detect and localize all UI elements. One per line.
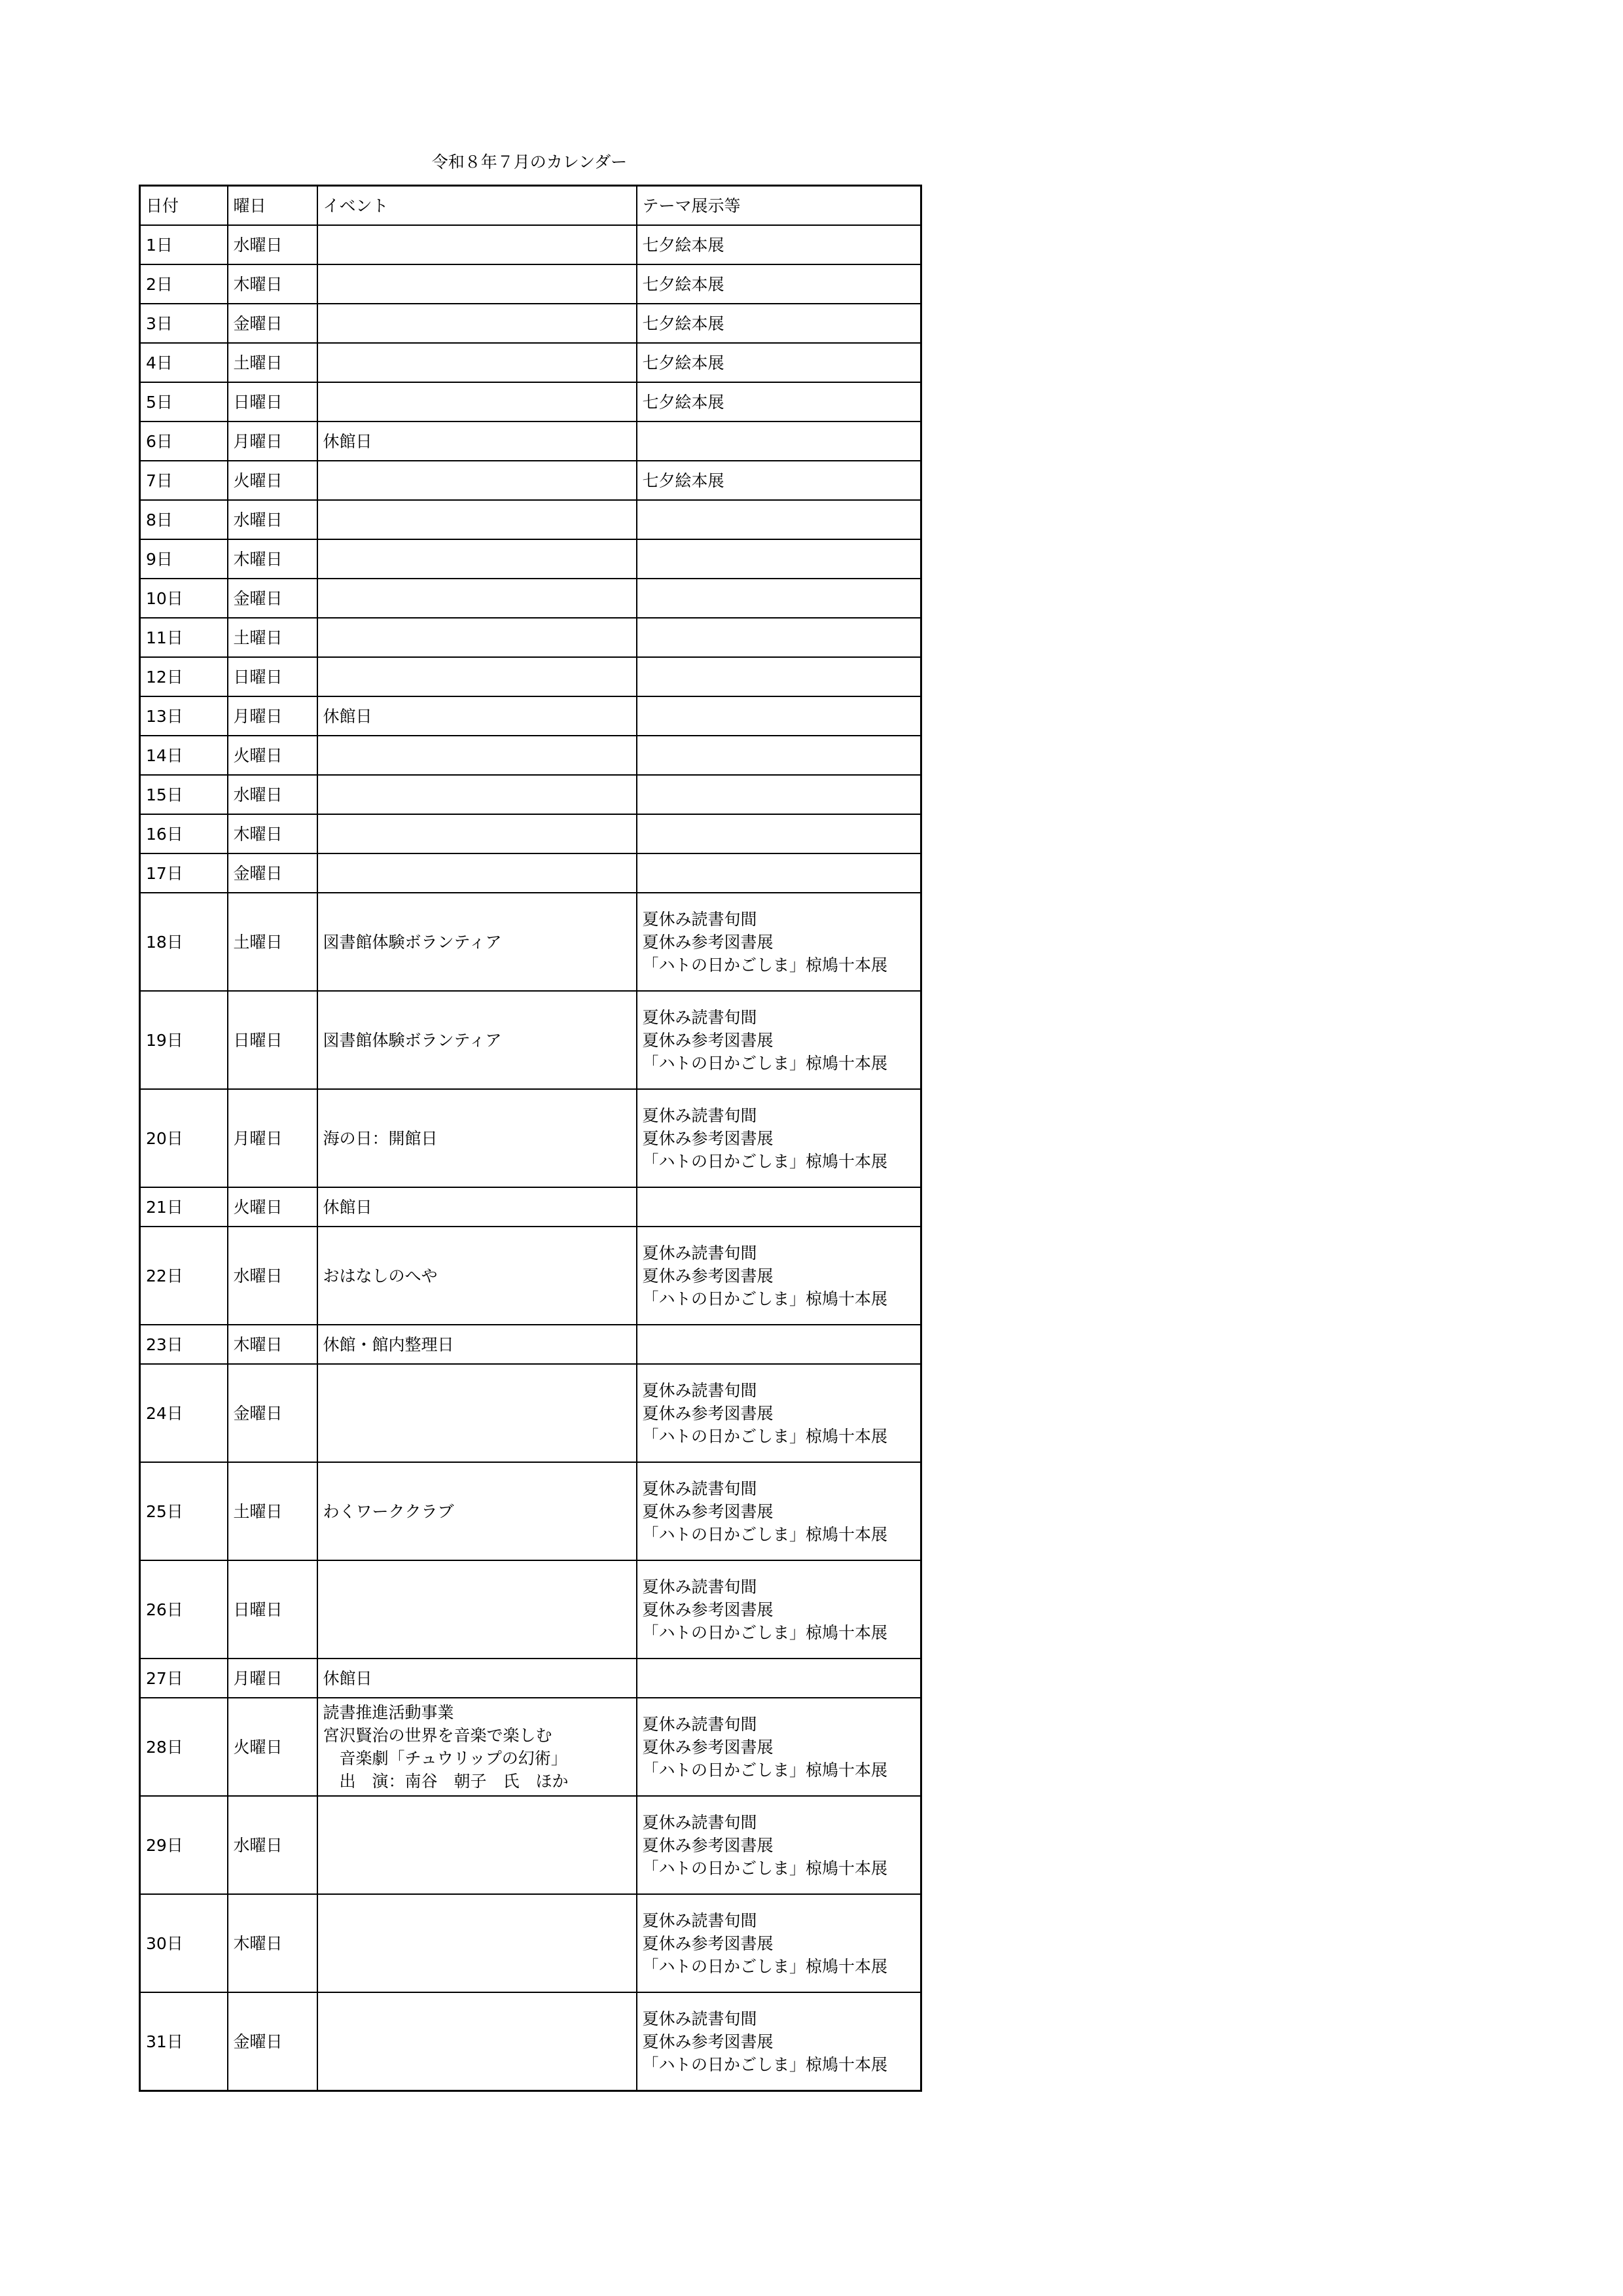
theme-line: 「ハトの日かごしま」椋鳩十本展 <box>642 1289 888 1308</box>
table-row <box>140 579 921 618</box>
event-cell <box>317 1325 637 1364</box>
event-line: 休館日 <box>323 431 372 451</box>
theme-line: 「ハトの日かごしま」椋鳩十本展 <box>642 1151 888 1171</box>
theme-line: 「ハトの日かごしま」椋鳩十本展 <box>642 1623 888 1642</box>
date-cell: 28日 <box>140 1698 228 1796</box>
weekday-cell: 土曜日 <box>228 618 317 657</box>
theme-cell <box>637 991 921 1089</box>
date-cell: 12日 <box>140 657 228 696</box>
weekday-cell: 水曜日 <box>228 1796 317 1894</box>
event-cell <box>317 304 637 343</box>
event-cell <box>317 1698 637 1796</box>
table-row <box>140 1227 921 1325</box>
theme-line: 夏休み読書旬間 <box>642 1007 757 1027</box>
weekday-cell: 月曜日 <box>228 1659 317 1698</box>
event-cell <box>317 1462 637 1560</box>
event-line: 図書館体験ボランティア <box>323 1030 502 1050</box>
date-cell: 22日 <box>140 1227 228 1325</box>
weekday-cell: 日曜日 <box>228 1560 317 1659</box>
table-row <box>140 539 921 579</box>
theme-cell <box>637 736 921 775</box>
theme-cell <box>637 1325 921 1364</box>
theme-line: 「ハトの日かごしま」椋鳩十本展 <box>642 2054 888 2074</box>
event-cell <box>317 1659 637 1698</box>
theme-line: 夏休み読書旬間 <box>642 1479 757 1498</box>
table-row <box>140 500 921 539</box>
calendar-body <box>140 186 921 2091</box>
weekday-cell: 月曜日 <box>228 1089 317 1187</box>
date-cell: 25日 <box>140 1462 228 1560</box>
event-cell <box>317 1796 637 1894</box>
theme-line: 夏休み参考図書展 <box>642 2032 774 2051</box>
theme-line: 七夕絵本展 <box>642 314 724 333</box>
weekday-cell: 木曜日 <box>228 1325 317 1364</box>
theme-line: 夏休み読書旬間 <box>642 2009 757 2028</box>
theme-line: 夏休み読書旬間 <box>642 1812 757 1832</box>
theme-line: 夏休み参考図書展 <box>642 1737 774 1757</box>
table-row <box>140 1089 921 1187</box>
theme-line: 夏休み参考図書展 <box>642 1501 774 1521</box>
weekday-cell: 土曜日 <box>228 343 317 382</box>
theme-cell <box>637 893 921 991</box>
weekday-cell: 金曜日 <box>228 579 317 618</box>
date-cell: 27日 <box>140 1659 228 1698</box>
table-row <box>140 696 921 736</box>
weekday-cell: 水曜日 <box>228 775 317 814</box>
date-cell: 8日 <box>140 500 228 539</box>
table-row <box>140 304 921 343</box>
table-row <box>140 991 921 1089</box>
header-weekday: 曜日 <box>228 186 317 226</box>
weekday-cell: 金曜日 <box>228 304 317 343</box>
event-cell <box>317 1187 637 1227</box>
date-cell: 19日 <box>140 991 228 1089</box>
event-line: 休館・館内整理日 <box>323 1335 454 1354</box>
weekday-cell: 土曜日 <box>228 1462 317 1560</box>
theme-line: 夏休み参考図書展 <box>642 1030 774 1050</box>
weekday-cell: 水曜日 <box>228 225 317 264</box>
theme-line: 「ハトの日かごしま」椋鳩十本展 <box>642 1524 888 1544</box>
weekday-cell: 月曜日 <box>228 696 317 736</box>
weekday-cell: 木曜日 <box>228 539 317 579</box>
theme-line: 七夕絵本展 <box>642 235 724 255</box>
event-line: 読書推進活動事業 <box>323 1703 454 1722</box>
event-cell <box>317 696 637 736</box>
event-cell <box>317 1364 637 1462</box>
weekday-cell: 金曜日 <box>228 1992 317 2091</box>
theme-line: 「ハトの日かごしま」椋鳩十本展 <box>642 1858 888 1878</box>
date-cell: 3日 <box>140 304 228 343</box>
header-event: イベント <box>317 186 637 226</box>
theme-cell <box>637 343 921 382</box>
theme-line: 七夕絵本展 <box>642 353 724 372</box>
date-cell: 13日 <box>140 696 228 736</box>
date-cell: 16日 <box>140 814 228 853</box>
event-cell <box>317 853 637 893</box>
weekday-cell: 木曜日 <box>228 1894 317 1992</box>
date-cell: 24日 <box>140 1364 228 1462</box>
theme-line: 夏休み参考図書展 <box>642 932 774 952</box>
theme-cell <box>637 696 921 736</box>
theme-line: 「ハトの日かごしま」椋鳩十本展 <box>642 1760 888 1780</box>
event-cell <box>317 991 637 1089</box>
table-row <box>140 1560 921 1659</box>
event-cell <box>317 814 637 853</box>
event-line: 出 演：南谷 朝子 氏 ほか <box>323 1772 569 1791</box>
event-line: 図書館体験ボランティア <box>323 932 502 952</box>
theme-cell <box>637 264 921 304</box>
theme-cell <box>637 539 921 579</box>
date-cell: 17日 <box>140 853 228 893</box>
weekday-cell: 金曜日 <box>228 853 317 893</box>
theme-cell <box>637 657 921 696</box>
date-cell: 4日 <box>140 343 228 382</box>
event-cell <box>317 893 637 991</box>
theme-line: 夏休み参考図書展 <box>642 1403 774 1423</box>
theme-line: 夏休み参考図書展 <box>642 1128 774 1148</box>
weekday-cell: 月曜日 <box>228 422 317 461</box>
weekday-cell: 水曜日 <box>228 1227 317 1325</box>
date-cell: 1日 <box>140 225 228 264</box>
table-row <box>140 1796 921 1894</box>
event-cell <box>317 657 637 696</box>
weekday-cell: 火曜日 <box>228 461 317 500</box>
table-row <box>140 853 921 893</box>
theme-line: 夏休み読書旬間 <box>642 1910 757 1930</box>
theme-cell <box>637 1659 921 1698</box>
weekday-cell: 火曜日 <box>228 1698 317 1796</box>
theme-cell <box>637 1560 921 1659</box>
theme-cell <box>637 1992 921 2091</box>
event-cell <box>317 1894 637 1992</box>
theme-line: 「ハトの日かごしま」椋鳩十本展 <box>642 1053 888 1073</box>
event-cell <box>317 1992 637 2091</box>
theme-line: 夏休み読書旬間 <box>642 1105 757 1125</box>
theme-cell <box>637 814 921 853</box>
table-row <box>140 1462 921 1560</box>
theme-line: 夏休み読書旬間 <box>642 909 757 929</box>
table-row <box>140 382 921 422</box>
event-line: わくワーククラブ <box>323 1501 454 1521</box>
table-row <box>140 736 921 775</box>
table-row <box>140 1698 921 1796</box>
event-cell <box>317 1089 637 1187</box>
theme-cell <box>637 422 921 461</box>
event-line: 休館日 <box>323 1197 372 1217</box>
theme-line: 夏休み参考図書展 <box>642 1933 774 1953</box>
table-row <box>140 1992 921 2091</box>
theme-line: 夏休み参考図書展 <box>642 1266 774 1285</box>
event-line: おはなしのへや <box>323 1266 438 1285</box>
theme-cell <box>637 461 921 500</box>
event-cell <box>317 539 637 579</box>
event-cell <box>317 618 637 657</box>
event-cell <box>317 343 637 382</box>
table-row <box>140 343 921 382</box>
theme-line: 「ハトの日かごしま」椋鳩十本展 <box>642 1956 888 1976</box>
theme-cell <box>637 853 921 893</box>
table-row <box>140 422 921 461</box>
event-cell <box>317 500 637 539</box>
table-row <box>140 657 921 696</box>
weekday-cell: 木曜日 <box>228 814 317 853</box>
theme-cell <box>637 1227 921 1325</box>
table-row <box>140 1364 921 1462</box>
theme-cell <box>637 618 921 657</box>
weekday-cell: 日曜日 <box>228 657 317 696</box>
theme-line: 夏休み読書旬間 <box>642 1577 757 1596</box>
table-row <box>140 225 921 264</box>
date-cell: 23日 <box>140 1325 228 1364</box>
event-cell <box>317 264 637 304</box>
event-cell <box>317 1560 637 1659</box>
theme-cell <box>637 1894 921 1992</box>
date-cell: 11日 <box>140 618 228 657</box>
theme-cell <box>637 1462 921 1560</box>
theme-cell <box>637 1698 921 1796</box>
table-row <box>140 775 921 814</box>
event-cell <box>317 225 637 264</box>
weekday-cell: 日曜日 <box>228 991 317 1089</box>
date-cell: 7日 <box>140 461 228 500</box>
weekday-cell: 火曜日 <box>228 1187 317 1227</box>
theme-cell <box>637 1089 921 1187</box>
theme-cell <box>637 1187 921 1227</box>
event-line: 宮沢賢治の世界を音楽で楽しむ <box>323 1726 552 1745</box>
date-cell: 21日 <box>140 1187 228 1227</box>
theme-line: 「ハトの日かごしま」椋鳩十本展 <box>642 955 888 975</box>
table-row <box>140 1187 921 1227</box>
weekday-cell: 木曜日 <box>228 264 317 304</box>
header-theme: テーマ展示等 <box>637 186 921 226</box>
event-cell <box>317 382 637 422</box>
date-cell: 9日 <box>140 539 228 579</box>
theme-cell <box>637 304 921 343</box>
theme-line: 夏休み読書旬間 <box>642 1380 757 1400</box>
theme-cell <box>637 775 921 814</box>
theme-cell <box>637 225 921 264</box>
date-cell: 15日 <box>140 775 228 814</box>
date-cell: 14日 <box>140 736 228 775</box>
event-cell <box>317 736 637 775</box>
weekday-cell: 日曜日 <box>228 382 317 422</box>
weekday-cell: 土曜日 <box>228 893 317 991</box>
calendar-table <box>139 185 922 2092</box>
theme-line: 七夕絵本展 <box>642 274 724 294</box>
header-date: 日付 <box>140 186 228 226</box>
event-line: 音楽劇「チュウリップの幻術」 <box>323 1749 567 1768</box>
theme-line: 夏休み読書旬間 <box>642 1243 757 1263</box>
weekday-cell: 火曜日 <box>228 736 317 775</box>
weekday-cell: 金曜日 <box>228 1364 317 1462</box>
theme-cell <box>637 500 921 539</box>
table-row <box>140 461 921 500</box>
date-cell: 5日 <box>140 382 228 422</box>
date-cell: 6日 <box>140 422 228 461</box>
table-row <box>140 814 921 853</box>
date-cell: 20日 <box>140 1089 228 1187</box>
event-cell <box>317 422 637 461</box>
date-cell: 30日 <box>140 1894 228 1992</box>
event-cell <box>317 579 637 618</box>
date-cell: 18日 <box>140 893 228 991</box>
event-cell <box>317 1227 637 1325</box>
theme-cell <box>637 1796 921 1894</box>
theme-cell <box>637 1364 921 1462</box>
table-row <box>140 264 921 304</box>
date-cell: 31日 <box>140 1992 228 2091</box>
theme-cell <box>637 382 921 422</box>
theme-line: 夏休み参考図書展 <box>642 1835 774 1855</box>
event-cell <box>317 775 637 814</box>
theme-line: 七夕絵本展 <box>642 471 724 490</box>
date-cell: 29日 <box>140 1796 228 1894</box>
date-cell: 26日 <box>140 1560 228 1659</box>
table-row <box>140 1659 921 1698</box>
table-row <box>140 618 921 657</box>
theme-line: 夏休み参考図書展 <box>642 1600 774 1619</box>
event-line: 海の日：開館日 <box>323 1128 438 1148</box>
date-cell: 10日 <box>140 579 228 618</box>
table-row <box>140 1325 921 1364</box>
date-cell: 2日 <box>140 264 228 304</box>
theme-line: 「ハトの日かごしま」椋鳩十本展 <box>642 1426 888 1446</box>
weekday-cell: 水曜日 <box>228 500 317 539</box>
page-title: 令和８年７月のカレンダー <box>431 152 628 171</box>
table-row <box>140 893 921 991</box>
event-line: 休館日 <box>323 706 372 726</box>
theme-line: 夏休み読書旬間 <box>642 1714 757 1734</box>
event-line: 休館日 <box>323 1668 372 1688</box>
theme-cell <box>637 579 921 618</box>
header-row <box>140 186 921 226</box>
table-row <box>140 1894 921 1992</box>
event-cell <box>317 461 637 500</box>
theme-line: 七夕絵本展 <box>642 392 724 412</box>
